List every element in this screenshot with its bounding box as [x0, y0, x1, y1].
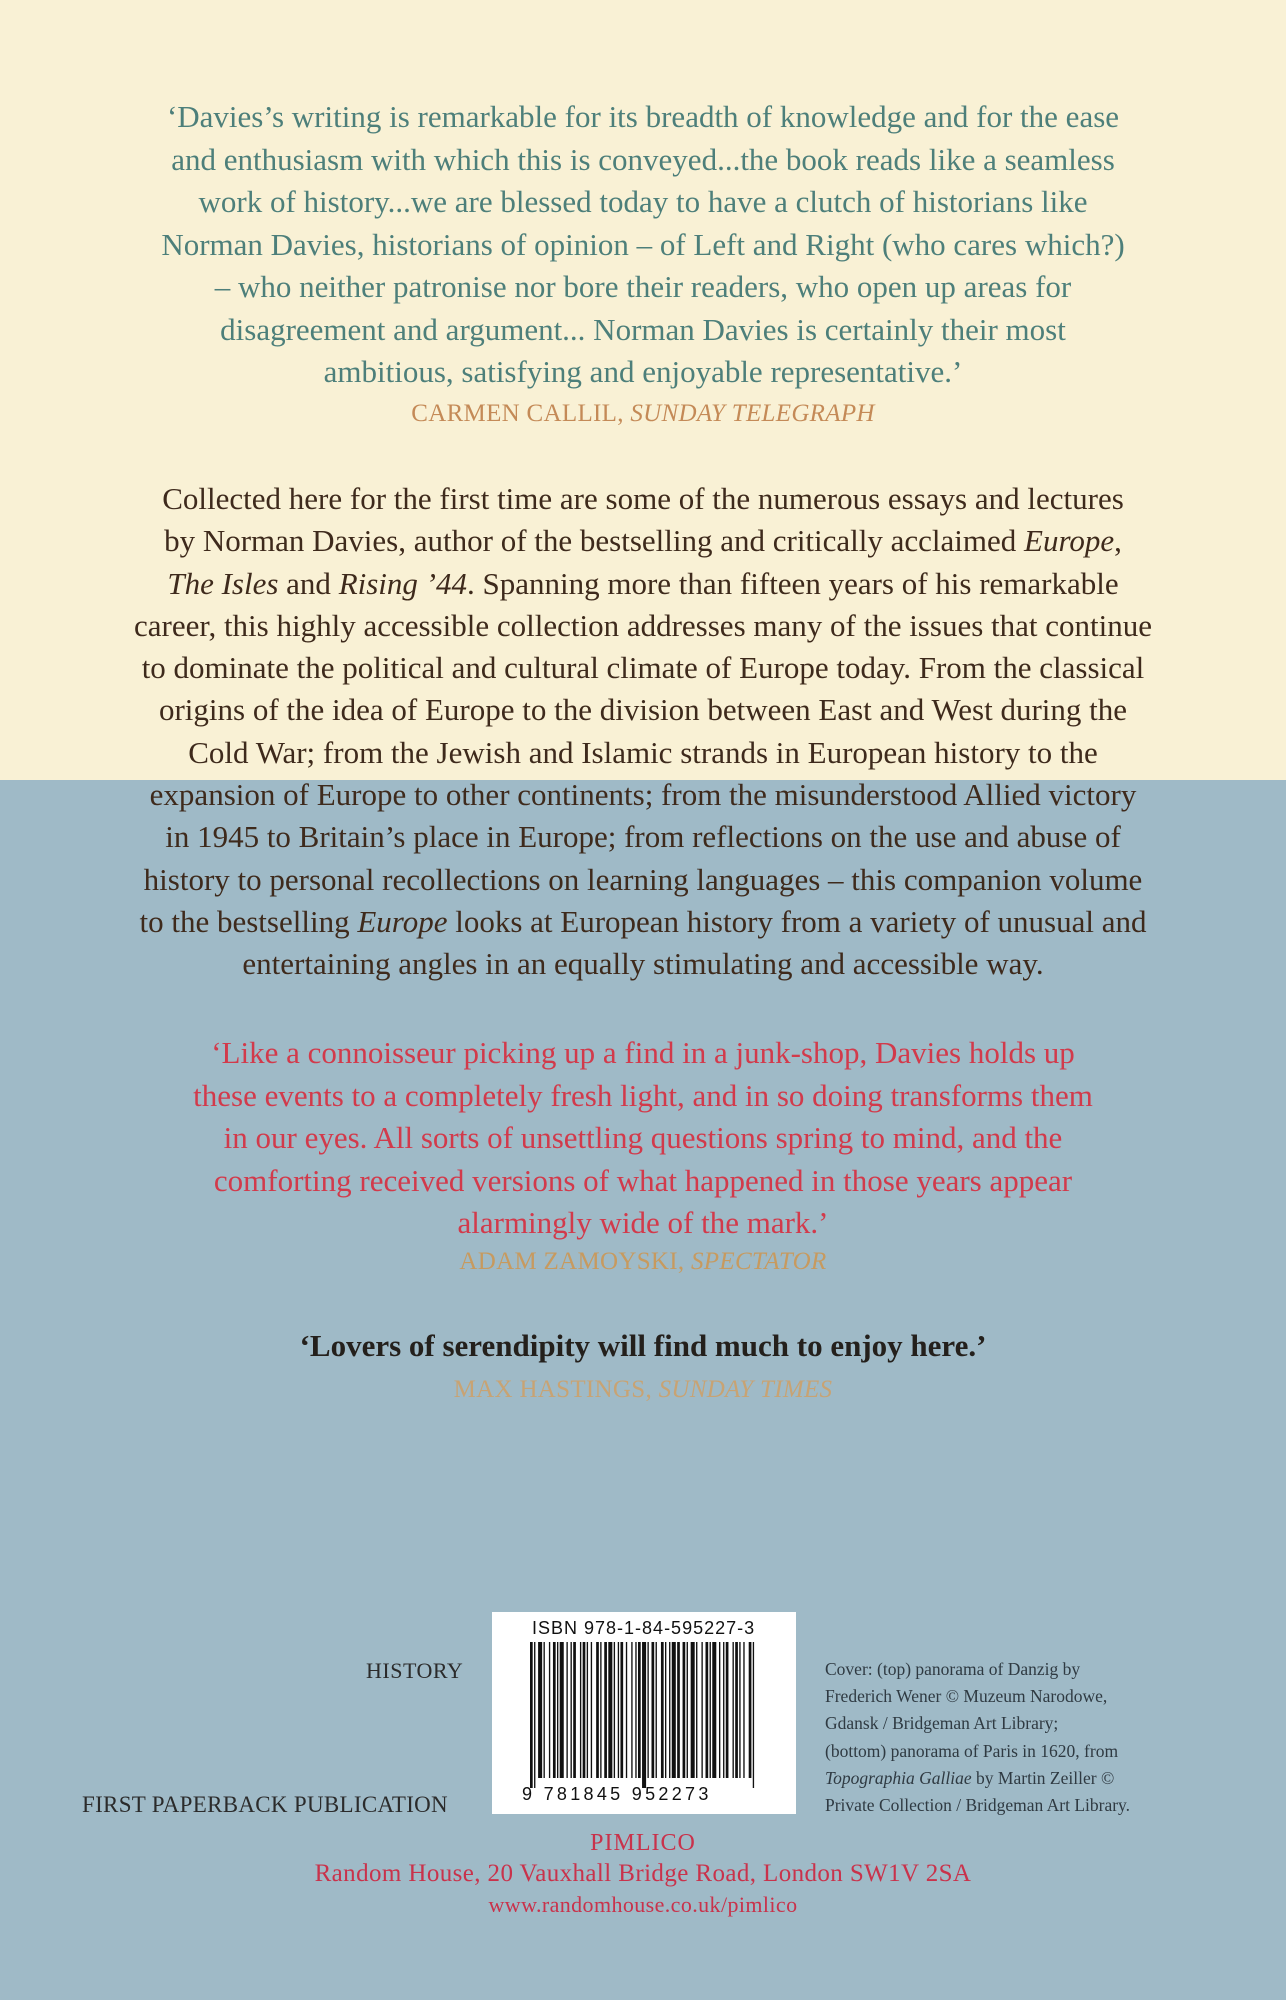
blurb-line: Collected here for the first time are some of the numerous essays and lectures [162, 481, 1124, 516]
edition-label: FIRST PAPERBACK PUBLICATION [82, 1792, 448, 1817]
quote-line: alarmingly wide of the mark.’ [457, 1205, 829, 1240]
review-quote-callil [0, 96, 1286, 394]
isbn-text: ISBN 978-1-84-595227-3 [532, 1618, 756, 1638]
quote-line: ‘Davies’s writing is remarkable for its breadth of knowledge and for the ease [166, 99, 1120, 134]
attribution-source: SUNDAY TELEGRAPH [630, 400, 875, 427]
quote-attribution-callil [0, 400, 1286, 428]
blurb-text: . Spanning more than fifteen years of his remarkable [467, 565, 1119, 601]
quote-line: comforting received versions of what happened in those years appear [213, 1162, 1073, 1198]
blurb-line: origins of the idea of Europe to the division between East and West during the [158, 692, 1128, 728]
blurb-text: and [278, 565, 339, 601]
credit-title-italic: Topographia Galliae [825, 1767, 972, 1788]
attribution-author: CARMEN CALLIL, [411, 400, 624, 427]
quote-line: in our eyes. All sorts of unsettling questions spring to mind, and the [223, 1120, 1063, 1155]
quote-line: Norman Davies, historians of opinion – of Left and Right (who cares which?) [161, 226, 1125, 262]
category-label: HISTORY [366, 1658, 464, 1683]
blurb-title-italic: Rising ’44 [338, 565, 467, 601]
blurb-line: Cold War; from the Jewish and Islamic strands in European history to the [188, 734, 1098, 770]
blurb-text: looks at European history from a variety of unusual and [447, 903, 1147, 939]
blurb-line: entertaining angles in an equally stimulating and accessible way. [242, 946, 1044, 982]
attribution-source: SPECTATOR [691, 1248, 827, 1275]
publisher-name: PIMLICO [590, 1830, 696, 1856]
blurb-line: to dominate the political and cultural climate of Europe today. From the classical [141, 650, 1145, 686]
blurb-line [0, 563, 1286, 605]
quote-line: disagreement and argument... Norman Davies is certainly their most [220, 311, 1066, 347]
publisher-url[interactable]: www.randomhouse.co.uk/pimlico [488, 1892, 798, 1917]
publisher-address: Random House, 20 Vauxhall Bridge Road, London SW1V 2SA [314, 1860, 972, 1887]
credit-line: Gdansk / Bridgeman Art Library; [825, 1713, 1059, 1734]
blurb-line: in 1945 to Britain’s place in Europe; from reflections on the use and abuse of [165, 819, 1121, 855]
blurb-line: career, this highly accessible collection addresses many of the issues that continue [134, 607, 1152, 643]
quote-line: these events to a completely fresh light, and in so doing transforms them [193, 1077, 1093, 1113]
blurb-text: by Norman Davies, author of the bestselling and critically acclaimed [164, 523, 1025, 559]
blurb-title-italic: Europe [357, 903, 448, 939]
quote-line: work of history...we are blessed today to have a clutch of historians like [198, 184, 1088, 219]
barcode-icon [530, 1642, 758, 1788]
quote-attribution-hastings [0, 1376, 1286, 1404]
attribution-author: ADAM ZAMOYSKI, [459, 1248, 685, 1275]
credit-line: Frederich Wener © Muzeum Narodowe, [825, 1686, 1108, 1707]
blurb-text: to the bestselling [139, 903, 358, 939]
quote-line: and enthusiasm with which this is conveyed...the book reads like a seamless [171, 141, 1115, 177]
blurb-line [0, 901, 1286, 943]
credit-line: (bottom) panorama of Paris in 1620, from [825, 1740, 1119, 1761]
attribution-author: MAX HASTINGS, [453, 1376, 653, 1403]
blurb-title-italic: Europe [1024, 523, 1115, 559]
barcode-panel [492, 1612, 796, 1814]
cover-credits [825, 1656, 1195, 1819]
book-description [0, 478, 1286, 986]
review-quote-zamoyski [0, 1032, 1286, 1245]
ean-number: 9 781845 952273 [522, 1784, 712, 1804]
credit-line: Private Collection / Bridgeman Art Library. [825, 1795, 1131, 1816]
credit-text: by Martin Zeiller © [971, 1767, 1115, 1788]
credit-line [825, 1765, 1195, 1792]
quote-attribution-zamoyski [0, 1248, 1286, 1276]
attribution-source: SUNDAY TIMES [658, 1376, 833, 1403]
quote-line: ‘Like a connoisseur picking up a find in a junk-shop, Davies holds up [211, 1035, 1075, 1070]
blurb-text: , [1114, 523, 1122, 559]
review-quote-hastings: ‘Lovers of serendipity will find much to enjoy here.’ [299, 1328, 987, 1363]
blurb-line: expansion of Europe to other continents; from the misunderstood Allied victory [149, 777, 1137, 813]
quote-line: ambitious, satisfying and enjoyable representative.’ [323, 354, 963, 389]
blurb-line [0, 520, 1286, 562]
blurb-title-italic: The Isles [167, 565, 279, 601]
credit-line: Cover: (top) panorama of Danzig by [825, 1659, 1081, 1679]
quote-line: – who neither patronise nor bore their readers, who open up areas for [214, 269, 1072, 304]
blurb-line: history to personal recollections on learning languages – this companion volume [143, 861, 1143, 897]
